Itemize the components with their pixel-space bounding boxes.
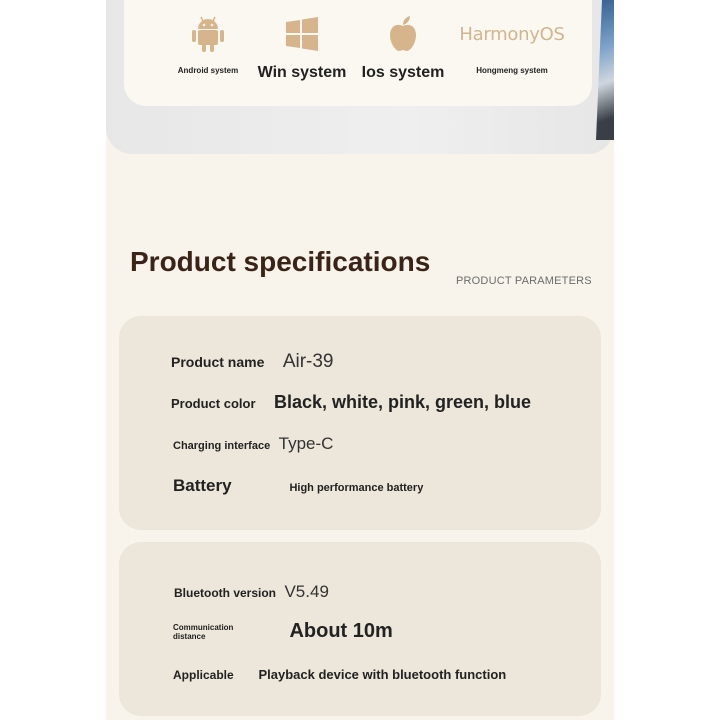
spec-key (173, 623, 285, 641)
spec-value: Type-C (278, 434, 334, 453)
spec-value: About 10m (289, 620, 393, 642)
spec-row-applicable (173, 666, 506, 684)
harmonyos-logo (459, 12, 565, 56)
spec-key-line: distance (173, 631, 206, 641)
spec-value: Black, white, pink, green, blue (273, 392, 532, 412)
section-title: Product specifications (130, 246, 431, 277)
spec-row-product-color (171, 392, 531, 413)
system-windows (254, 12, 350, 82)
compatibility-banner (106, 0, 614, 154)
spec-value: Air-39 (282, 351, 334, 372)
spec-key-line: Communication (173, 622, 234, 632)
spec-key: Battery (173, 476, 232, 495)
spec-key: Product color (171, 396, 256, 411)
system-label: Ios system (361, 64, 445, 81)
spec-value: High performance battery (289, 482, 424, 494)
system-label: Android system (177, 66, 239, 75)
android-icon (174, 12, 242, 56)
spec-row-battery (173, 476, 423, 496)
apple-icon (358, 12, 448, 56)
spec-card-basic (119, 316, 601, 530)
windows-icon (254, 12, 350, 56)
system-harmony (459, 12, 565, 75)
section-subtitle: PRODUCT PARAMETERS (456, 275, 592, 287)
systems-card (124, 0, 592, 106)
system-label: Hongmeng system (476, 66, 548, 75)
spec-row-charging (173, 434, 333, 454)
spec-card-connectivity (119, 542, 601, 716)
spec-value: V5.49 (284, 582, 329, 601)
spec-key: Product name (171, 354, 265, 370)
spec-row-bluetooth (174, 582, 329, 602)
system-ios (358, 12, 448, 82)
spec-key: Charging interface (173, 440, 271, 452)
spec-key: Bluetooth version (174, 586, 277, 600)
system-label: Win system (257, 64, 347, 81)
spec-row-product-name (171, 351, 334, 373)
product-page (106, 0, 614, 720)
harmonyos-logo-text: HarmonyOS (459, 23, 565, 45)
spec-row-distance (173, 620, 393, 643)
spec-value: Playback device with bluetooth function (258, 667, 507, 682)
spec-key: Applicable (173, 668, 234, 682)
system-android (174, 12, 242, 75)
